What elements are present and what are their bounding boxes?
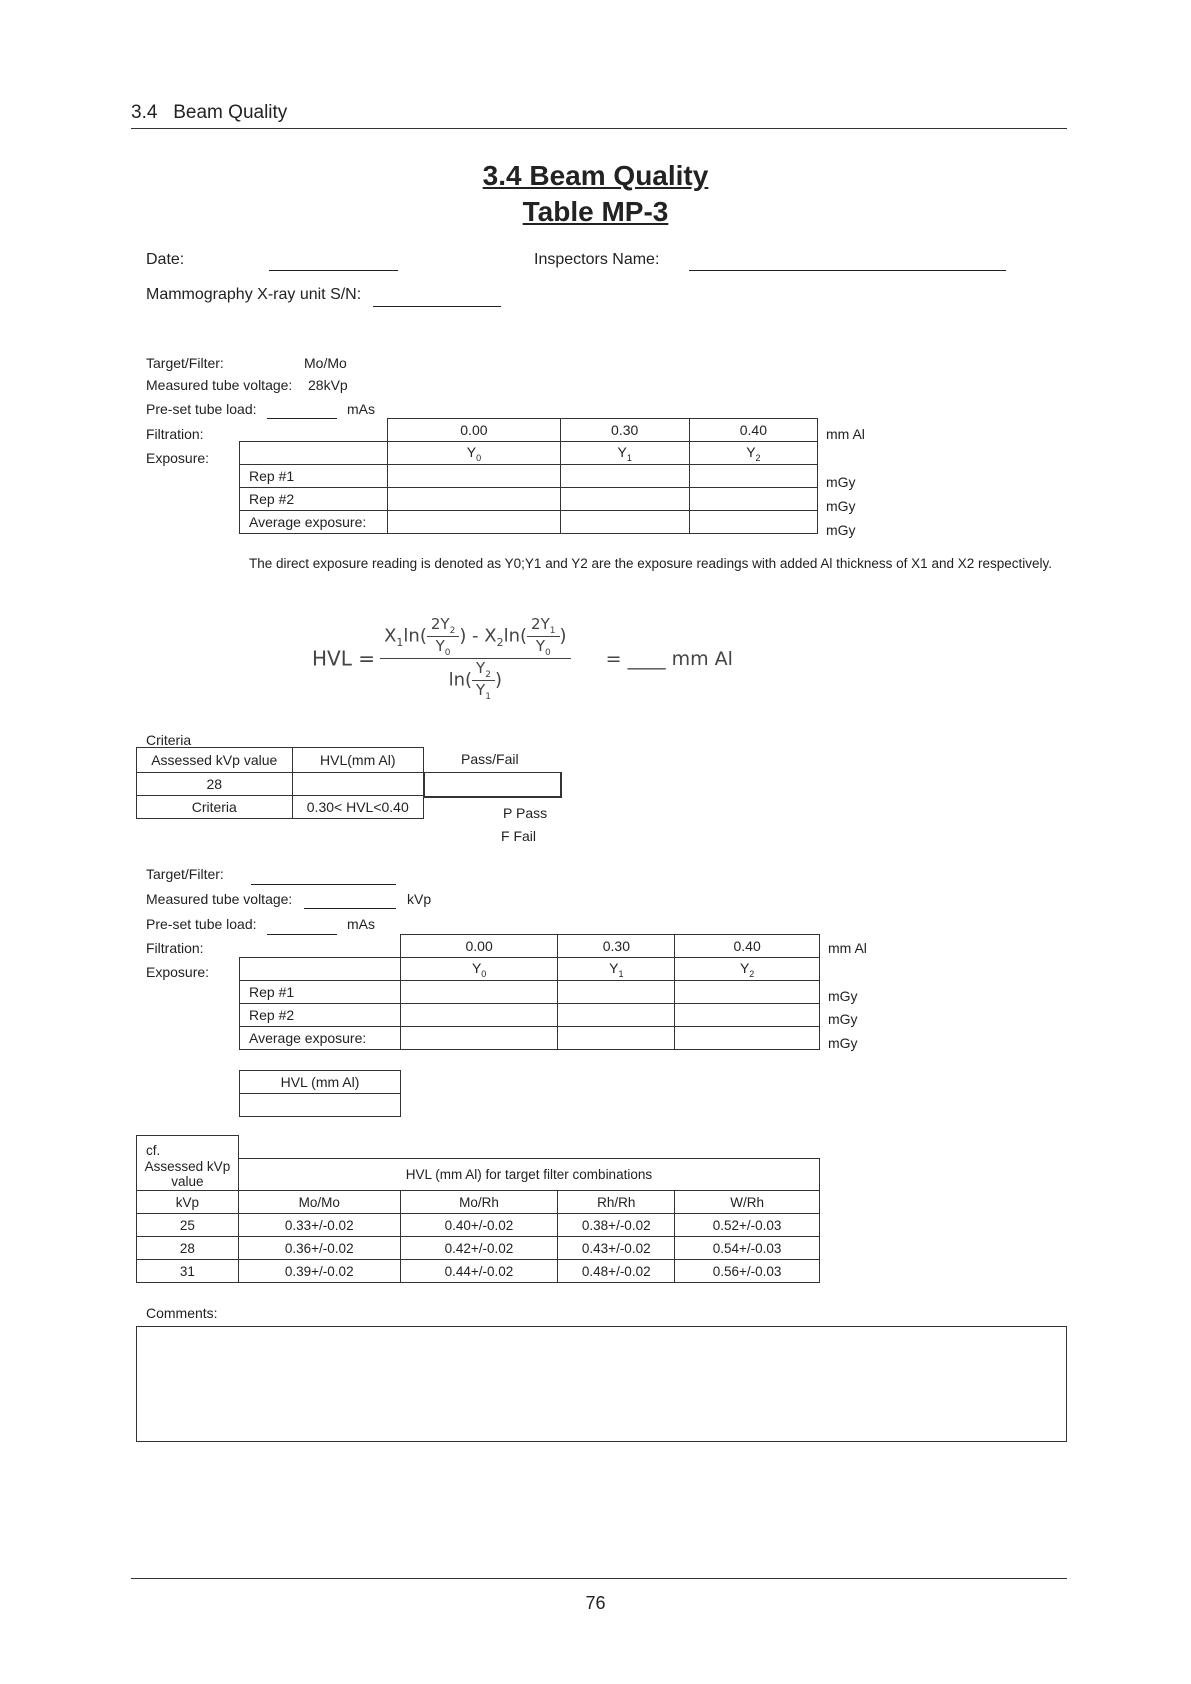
ref-cell: 0.48+/-0.02 (558, 1260, 675, 1283)
y2-sub: 2 (749, 968, 755, 979)
row-unit: mGy (828, 1035, 858, 1051)
page-number: 76 (585, 1593, 606, 1613)
filtration-cell: 0.30 (560, 419, 689, 442)
ref-col-header: W/Rh (675, 1191, 820, 1214)
comments-label: Comments: (146, 1305, 218, 1321)
y1-sub: 1 (618, 968, 624, 979)
comments-field[interactable] (136, 1326, 1067, 1442)
target-filter-label: Target/Filter: (146, 355, 224, 371)
y2-header: $Y_2$ (689, 442, 817, 465)
ref-cell: 0.56+/-0.03 (675, 1260, 820, 1283)
ref-cell: 31 (137, 1260, 239, 1283)
ref-col-header: Mo/Mo (238, 1191, 400, 1214)
fail-legend: F Fail (501, 828, 536, 844)
filtration-cell: 0.00 (388, 419, 560, 442)
cf-label: cf. (137, 1136, 239, 1159)
pass-fail-header: Pass/Fail (461, 751, 519, 767)
filtration-label: Filtration: (146, 426, 204, 442)
target-filter-field-2[interactable] (251, 884, 396, 885)
voltage-unit-2: kVp (407, 891, 432, 907)
input-cell[interactable] (689, 465, 817, 488)
tube-load-unit: mAs (347, 401, 375, 417)
ref-cell: 0.38+/-0.02 (558, 1214, 675, 1237)
input-cell[interactable] (388, 488, 560, 511)
input-cell[interactable] (558, 981, 675, 1004)
ref-col-header: Mo/Rh (400, 1191, 558, 1214)
ref-cell: 0.52+/-0.03 (675, 1214, 820, 1237)
row-unit: mGy (826, 474, 856, 490)
reference-table (136, 1135, 820, 1283)
exposure-label-2: Exposure: (146, 964, 210, 980)
voltage-label-2: Measured tube voltage: (146, 891, 293, 907)
target-filter-value: Mo/Mo (304, 355, 347, 371)
rep1-label: Rep #1 (240, 981, 401, 1004)
tube-load-label-2: Pre-set tube load: (146, 916, 257, 932)
ref-cell: 0.40+/-0.02 (400, 1214, 558, 1237)
hvl-result-table (239, 1070, 401, 1117)
y1-header: $Y_1$ (558, 958, 675, 981)
ref-cell: 0.36+/-0.02 (238, 1237, 400, 1260)
rep2-label: Rep #2 (240, 1004, 401, 1027)
input-cell[interactable] (558, 1027, 675, 1050)
y0-header: $Y_0$ (400, 958, 558, 981)
inspector-field[interactable] (689, 270, 1006, 271)
voltage-label: Measured tube voltage: (146, 377, 293, 393)
y1-sub: 1 (626, 452, 632, 463)
y0-sub: 0 (481, 968, 487, 979)
formula-rhs: = ____ mm Al (605, 647, 733, 670)
y2-sub: 2 (755, 452, 761, 463)
rep1-label: Rep #1 (240, 465, 388, 488)
exposure-label: Exposure: (146, 450, 210, 466)
unit-sn-field[interactable] (373, 306, 501, 307)
exposure-table-1 (239, 418, 818, 534)
row-unit: mGy (826, 522, 856, 538)
criteria-header: Assessed kVp value (137, 748, 293, 773)
criteria-table (136, 747, 424, 819)
ref-cell: 0.33+/-0.02 (238, 1214, 400, 1237)
filtration-cell: 0.30 (558, 935, 675, 958)
running-header: 3.4 Beam Quality (131, 102, 288, 123)
input-cell[interactable] (689, 511, 817, 534)
ref-cell: 0.44+/-0.02 (400, 1260, 558, 1283)
input-cell[interactable] (689, 488, 817, 511)
y0-header: $Y_0$ (388, 442, 560, 465)
voltage-field-2[interactable] (304, 908, 396, 909)
input-cell[interactable] (400, 981, 558, 1004)
hvl-group-header: HVL (mm Al) for target filter combinations (238, 1158, 819, 1191)
unit-label: Mammography X-ray unit S/N: (146, 286, 362, 303)
row-unit: mGy (826, 498, 856, 514)
inspector-label: Inspectors Name: (534, 251, 660, 268)
pass-fail-input[interactable] (424, 772, 562, 798)
criteria-header: HVL(mm Al) (292, 748, 423, 773)
input-cell[interactable] (400, 1004, 558, 1027)
hvl-result-input[interactable] (240, 1094, 401, 1117)
input-cell[interactable] (675, 1004, 820, 1027)
input-cell[interactable] (675, 1027, 820, 1050)
ref-cell: 0.43+/-0.02 (558, 1237, 675, 1260)
assessed-kvp-label: Assessed kVp value (137, 1158, 239, 1191)
ref-cell: 0.39+/-0.02 (238, 1260, 400, 1283)
input-cell[interactable] (560, 511, 689, 534)
ref-cell: 25 (137, 1214, 239, 1237)
footer-rule (131, 1578, 1067, 1579)
tube-load-label: Pre-set tube load: (146, 401, 257, 417)
hvl-formula: HVL = $X_1\ln$( $\frac{2Y_2}{Y_0}$ ) - $X_2\ln$( $\frac{2Y_1}{Y_0}$ ) ln( $\frac{Y_2}{Y_1}$ ) = ____ mm Al (312, 615, 733, 702)
date-field[interactable] (269, 270, 398, 271)
input-cell[interactable] (400, 1027, 558, 1050)
filtration-unit-2: mm Al (828, 940, 867, 956)
tube-load-unit-2: mAs (347, 916, 375, 932)
criteria-range: 0.30< HVL<0.40 (292, 796, 423, 819)
filtration-cell: 0.40 (689, 419, 817, 442)
hvl-input[interactable] (292, 773, 423, 796)
note-text: The direct exposure reading is denoted as Y0;Y1 and Y2 are the exposure readings with added Al thickness of X1 and X2 respectively. (249, 556, 1053, 571)
y0-sub: 0 (476, 452, 482, 463)
ref-col-header: kVp (137, 1191, 239, 1214)
input-cell[interactable] (388, 511, 560, 534)
filtration-cell: 0.40 (675, 935, 820, 958)
ref-cell: 0.42+/-0.02 (400, 1237, 558, 1260)
pass-legend: P Pass (503, 805, 548, 821)
input-cell[interactable] (560, 488, 689, 511)
y1-header: $Y_1$ (560, 442, 689, 465)
exposure-table-2 (239, 934, 820, 1050)
date-label: Date: (146, 251, 185, 268)
input-cell[interactable] (675, 981, 820, 1004)
input-cell[interactable] (388, 465, 560, 488)
table-title: Table MP-3 (522, 196, 669, 227)
criteria-kvp: 28 (137, 773, 293, 796)
formula-lhs: HVL = (312, 646, 375, 671)
ref-cell: 28 (137, 1237, 239, 1260)
table-row (137, 1214, 820, 1237)
filtration-label-2: Filtration: (146, 940, 204, 956)
hvl-result-header: HVL (mm Al) (240, 1071, 401, 1094)
voltage-value: 28kVp (308, 377, 348, 393)
table-row (137, 1260, 820, 1283)
row-unit: mGy (828, 988, 858, 1004)
ref-cell: 0.54+/-0.03 (675, 1237, 820, 1260)
criteria-row-label: Criteria (137, 796, 293, 819)
target-filter-label-2: Target/Filter: (146, 866, 224, 882)
average-label: Average exposure: (240, 511, 388, 534)
filtration-unit: mm Al (826, 426, 865, 442)
criteria-caption: Criteria (146, 732, 192, 748)
table-row (137, 1237, 820, 1260)
page-title: 3.4 Beam Quality (482, 160, 709, 191)
ref-col-header: Rh/Rh (558, 1191, 675, 1214)
rep2-label: Rep #2 (240, 488, 388, 511)
row-unit: mGy (828, 1011, 858, 1027)
y2-header: $Y_2$ (675, 958, 820, 981)
filtration-cell: 0.00 (400, 935, 558, 958)
input-cell[interactable] (558, 1004, 675, 1027)
input-cell[interactable] (560, 465, 689, 488)
average-label: Average exposure: (240, 1027, 401, 1050)
header-rule (131, 128, 1067, 129)
